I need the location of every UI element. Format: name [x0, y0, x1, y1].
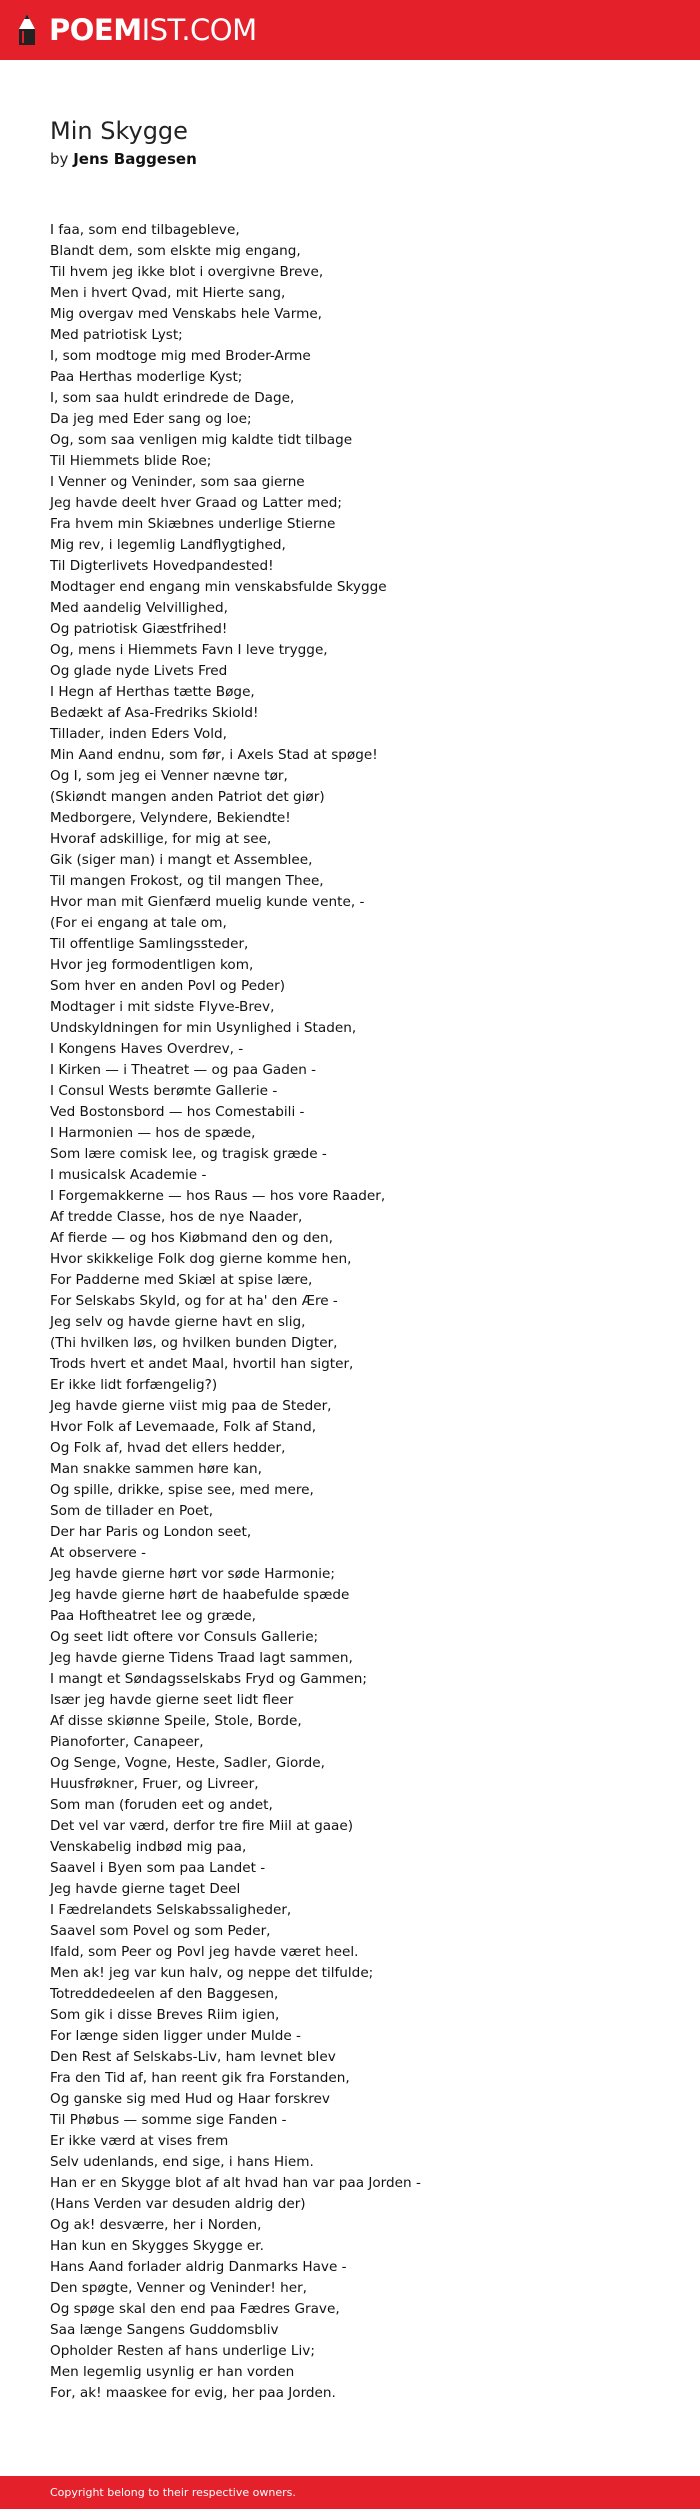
author-link[interactable]: Jens Baggesen	[73, 150, 197, 168]
poem-line: Opholder Resten af hans underlige Liv;	[50, 2343, 315, 2359]
poem-line: Til Digterlivets Hovedpandested!	[50, 558, 274, 574]
poem-line: Bedækt af Asa-Fredriks Skiold!	[50, 705, 259, 721]
poem-line: I faa, som end tilbagebleve,	[50, 222, 240, 238]
poem-line: Jeg havde gierne Tidens Traad lagt sammen,	[50, 1650, 353, 1666]
poem-line: Selv udenlands, end sige, i hans Hiem.	[50, 2154, 314, 2170]
poem-line: Som lære comisk lee, og tragisk græde -	[50, 1146, 327, 1162]
poem-line: Saa længe Sangens Guddomsbliv	[50, 2322, 279, 2338]
poem-line: (Hans Verden var desuden aldrig der)	[50, 2196, 306, 2212]
poem-line: Af disse skiønne Speile, Stole, Borde,	[50, 1713, 302, 1729]
poem-line: Fra hvem min Skiæbnes underlige Stierne	[50, 516, 336, 532]
poem-line: I Kongens Haves Overdrev, -	[50, 1041, 244, 1057]
poem-line: Til mangen Frokost, og til mangen Thee,	[50, 873, 324, 889]
poem-line: Der har Paris og London seet,	[50, 1524, 252, 1540]
poem-line: Hans Aand forlader aldrig Danmarks Have -	[50, 2259, 347, 2275]
poem-line: Og seet lidt oftere vor Consuls Gallerie;	[50, 1629, 319, 1645]
poem-line: Til hvem jeg ikke blot i overgivne Breve,	[50, 264, 324, 280]
poem-line: For længe siden ligger under Mulde -	[50, 2028, 301, 2044]
poem-line: Især jeg havde gierne seet lidt fleer	[50, 1692, 294, 1708]
poem-line: Saavel i Byen som paa Landet -	[50, 1860, 266, 1876]
poem-line: Og spøge skal den end paa Fædres Grave,	[50, 2301, 340, 2317]
poem-line: Medborgere, Velyndere, Bekiendte!	[50, 810, 291, 826]
poem-line: Og, som saa venligen mig kaldte tidt tilbage	[50, 432, 353, 448]
pencil-icon	[17, 13, 37, 47]
poem-line: Hvor skikkelige Folk dog gierne komme hen,	[50, 1251, 352, 1267]
poem-line: Totreddedeelen af den Baggesen,	[50, 1986, 279, 2002]
poem-line: Hvor man mit Gienfærd muelig kunde vente, -	[50, 894, 365, 910]
poem-line: Og Folk af, hvad det ellers hedder,	[50, 1440, 286, 1456]
poem-line: (Thi hvilken løs, og hvilken bunden Digter,	[50, 1335, 338, 1351]
poem-line: Paa Hoftheatret lee og græde,	[50, 1608, 256, 1624]
poem-line: Men legemlig usynlig er han vorden	[50, 2364, 295, 2380]
poem-line: Paa Herthas moderlige Kyst;	[50, 369, 243, 385]
poem-line: Den spøgte, Venner og Veninder! her,	[50, 2280, 307, 2296]
poem-line: Og, mens i Hiemmets Favn I leve trygge,	[50, 642, 328, 658]
poem-line: Han er en Skygge blot af alt hvad han var paa Jorden -	[50, 2175, 421, 2191]
poem-line: I mangt et Søndagsselskabs Fryd og Gammen;	[50, 1671, 367, 1687]
poem-line: Hvoraf adskillige, for mig at see,	[50, 831, 272, 847]
copyright-text: Copyright belong to their respective owners.	[50, 2486, 296, 2499]
poem-line: Ifald, som Peer og Povl jeg havde været heel.	[50, 1944, 359, 1960]
poem-line: I musicalsk Academie -	[50, 1167, 207, 1183]
poem-line: (For ei engang at tale om,	[50, 915, 227, 931]
poem-line: Min Aand endnu, som før, i Axels Stad at spøge!	[50, 747, 378, 763]
poem-line: Pianoforter, Canapeer,	[50, 1734, 204, 1750]
poem-line: Er ikke lidt forfængelig?)	[50, 1377, 218, 1393]
site-header	[0, 0, 700, 60]
poem-line: For Selskabs Skyld, og for at ha' den Ære -	[50, 1293, 338, 1309]
poem-line: Da jeg med Eder sang og loe;	[50, 411, 252, 427]
poem-line: Huusfrøkner, Fruer, og Livreer,	[50, 1776, 259, 1792]
poem-line: Gik (siger man) i mangt et Assemblee,	[50, 852, 313, 868]
byline	[50, 149, 650, 169]
poem-line: Jeg selv og havde gierne havt en slig,	[50, 1314, 306, 1330]
poem-line: Venskabelig indbød mig paa,	[50, 1839, 247, 1855]
poem-line: Og I, som jeg ei Venner nævne tør,	[50, 768, 288, 784]
poem-line: Blandt dem, som elskte mig engang,	[50, 243, 301, 259]
poem-line: Men ak! jeg var kun halv, og neppe det tilfulde;	[50, 1965, 374, 1981]
poem-line: Den Rest af Selskabs-Liv, ham levnet blev	[50, 2049, 336, 2065]
poem-line: Til Hiemmets blide Roe;	[50, 453, 212, 469]
poem-line: Af tredde Classe, hos de nye Naader,	[50, 1209, 303, 1225]
poem-line: Med aandelig Velvillighed,	[50, 600, 228, 616]
poem-line: Med patriotisk Lyst;	[50, 327, 183, 343]
site-logo[interactable]	[0, 13, 257, 47]
site-name	[49, 12, 257, 47]
poem-line: Fra den Tid af, han reent gik fra Forstanden,	[50, 2070, 350, 2086]
poem-line: Tillader, inden Eders Vold,	[50, 726, 227, 742]
poem-line: Som gik i disse Breves Riim igien,	[50, 2007, 280, 2023]
poem-line: Til Phøbus — somme sige Fanden -	[50, 2112, 287, 2128]
poem-line: Mig rev, i legemlig Landflygtighed,	[50, 537, 286, 553]
poem-line: Og ganske sig med Hud og Haar forskrev	[50, 2091, 330, 2107]
poem-line: Mig overgav med Venskabs hele Varme,	[50, 306, 322, 322]
poem-line: Jeg havde gierne hørt vor søde Harmonie;	[50, 1566, 335, 1582]
poem-line: Til offentlige Samlingssteder,	[50, 936, 249, 952]
poem-line: Men i hvert Qvad, mit Hierte sang,	[50, 285, 286, 301]
poem-line: I Forgemakkerne — hos Raus — hos vore Raader,	[50, 1188, 386, 1204]
by-label: by	[50, 150, 69, 168]
poem-line: I, som modtoge mig med Broder-Arme	[50, 348, 311, 364]
poem-line: I, som saa huldt erindrede de Dage,	[50, 390, 295, 406]
poem-line: Hvor jeg formodentligen kom,	[50, 957, 254, 973]
poem-line: Saavel som Povel og som Peder,	[50, 1923, 271, 1939]
poem-body	[50, 220, 670, 2404]
poem-line: Som man (foruden eet og andet,	[50, 1797, 273, 1813]
poem-line: At observere -	[50, 1545, 146, 1561]
poem-header	[50, 116, 650, 169]
site-footer	[0, 2476, 700, 2509]
poem-line: Man snakke sammen høre kan,	[50, 1461, 262, 1477]
poem-line: Jeg havde gierne viist mig paa de Steder,	[50, 1398, 332, 1414]
poem-line: Det vel var værd, derfor tre fire Miil at gaae)	[50, 1818, 354, 1834]
poem-line: For, ak! maaskee for evig, her paa Jorden.	[50, 2385, 336, 2401]
poem-line: Er ikke værd at vises frem	[50, 2133, 229, 2149]
poem-line: Trods hvert et andet Maal, hvortil han sigter,	[50, 1356, 354, 1372]
poem-line: Han kun en Skygges Skygge er.	[50, 2238, 264, 2254]
poem-line: Jeg havde deelt hver Graad og Latter med;	[50, 495, 342, 511]
poem-line: Modtager end engang min venskabsfulde Skygge	[50, 579, 387, 595]
poem-line: Og Senge, Vogne, Heste, Sadler, Giorde,	[50, 1755, 325, 1771]
poem-line: I Hegn af Herthas tætte Bøge,	[50, 684, 255, 700]
poem-line: Jeg havde gierne taget Deel	[50, 1881, 241, 1897]
poem-line: Og spille, drikke, spise see, med mere,	[50, 1482, 314, 1498]
poem-line: I Kirken — i Theatret — og paa Gaden -	[50, 1062, 317, 1078]
poem-line: For Padderne med Skiæl at spise lære,	[50, 1272, 313, 1288]
poem-line: Som de tillader en Poet,	[50, 1503, 214, 1519]
poem-line: Ved Bostonsbord — hos Comestabili -	[50, 1104, 305, 1120]
poem-line: (Skiøndt mangen anden Patriot det giør)	[50, 789, 325, 805]
poem-line: Af fierde — og hos Kiøbmand den og den,	[50, 1230, 333, 1246]
poem-line: Og patriotisk Giæstfrihed!	[50, 621, 228, 637]
poem-line: Som hver en anden Povl og Peder)	[50, 978, 286, 994]
poem-line: Modtager i mit sidste Flyve-Brev,	[50, 999, 275, 1015]
poem-line: I Fædrelandets Selskabssaligheder,	[50, 1902, 292, 1918]
poem-line: Og ak! desværre, her i Norden,	[50, 2217, 262, 2233]
poem-title: Min Skygge	[50, 117, 188, 145]
poem-line: I Harmonien — hos de spæde,	[50, 1125, 256, 1141]
poem-line: Undskyldningen for min Usynlighed i Staden,	[50, 1020, 357, 1036]
site-name-bold: POEM	[49, 12, 142, 47]
site-name-light: IST.COM	[141, 12, 257, 47]
poem-line: I Consul Wests berømte Gallerie -	[50, 1083, 278, 1099]
poem-line: I Venner og Veninder, som saa gierne	[50, 474, 305, 490]
poem-line: Og glade nyde Livets Fred	[50, 663, 228, 679]
poem-line: Jeg havde gierne hørt de haabefulde spæde	[50, 1587, 350, 1603]
poem-line: Hvor Folk af Levemaade, Folk af Stand,	[50, 1419, 317, 1435]
